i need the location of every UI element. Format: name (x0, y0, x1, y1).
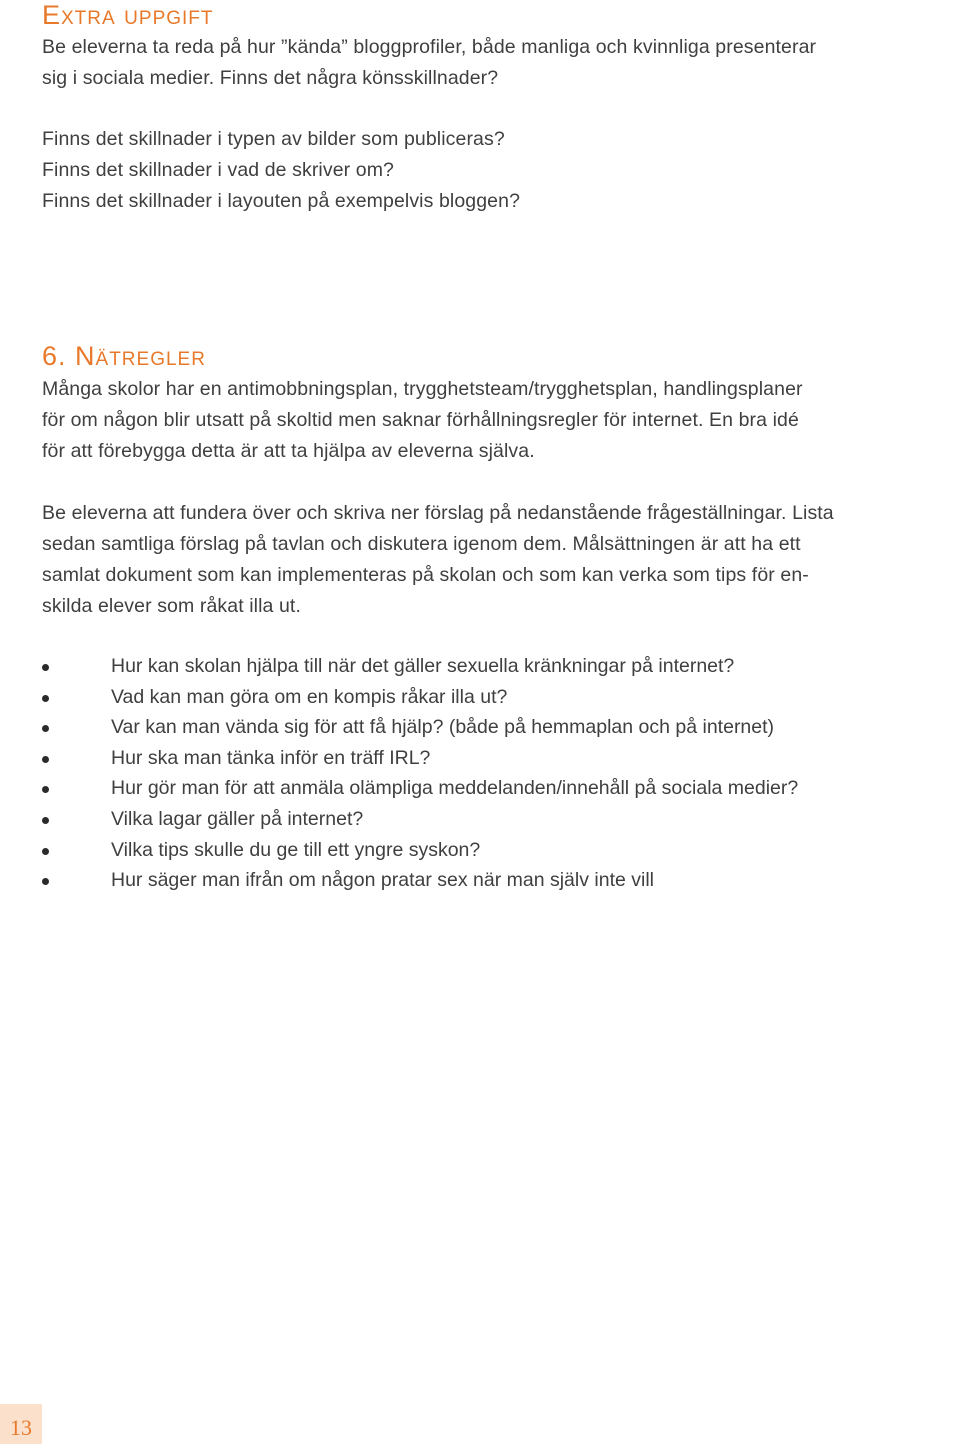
bullet-text: Vilka lagar gäller på internet? (111, 807, 364, 830)
bullet-dot-icon (42, 878, 49, 885)
bullet-dot-icon (42, 817, 49, 824)
bullet-item (42, 743, 798, 774)
paragraph-line: Be eleverna att fundera över och skriva ner förslag på nedanstående frågeställningar. Lista (42, 502, 834, 524)
paragraph-line: samlat dokument som kan implementeras på skolan och som kan verka som tips för en- (42, 564, 809, 586)
extra-intro-line: Be eleverna ta reda på hur ”kända” bloggprofiler, både manliga och kvinnliga presenterar (42, 36, 817, 58)
bullet-dot-icon (42, 848, 49, 855)
bullet-text: Hur kan skolan hjälpa till när det gäller sexuella kränkningar på internet? (111, 655, 735, 677)
extra-question-line: Finns det skillnader i layouten på exempelvis bloggen? (42, 190, 521, 212)
bullet-text: Vad kan man göra om en kompis råkar illa ut? (111, 685, 508, 708)
natregler-heading: 6. Nätregler (42, 341, 206, 371)
page-number: 13 (0, 1404, 42, 1444)
extra-questions-paragraph (42, 124, 960, 217)
natregler-paragraph-2 (42, 498, 960, 622)
bullet-item (42, 865, 798, 896)
bullet-dot-icon (42, 786, 49, 793)
bullet-item (42, 804, 798, 835)
bullet-item (42, 712, 798, 743)
bullet-item (42, 682, 798, 713)
bullet-text: Hur gör man för att anmäla olämpliga meddelanden/innehåll på sociala medier? (111, 777, 799, 800)
natregler-paragraph-1 (42, 374, 960, 467)
bullet-text: Hur ska man tänka inför en träff IRL? (111, 746, 431, 769)
extra-heading: Extra uppgift (42, 0, 214, 30)
bullet-text: Vilka tips skulle du ge till ett yngre syskon? (111, 838, 481, 861)
extra-question-line: Finns det skillnader i typen av bilder som publiceras? (42, 128, 505, 150)
paragraph-line: skilda elever som råkat illa ut. (42, 595, 301, 617)
question-bullet-list (42, 651, 798, 896)
bullet-text: Hur säger man ifrån om någon pratar sex när man själv inte vill (111, 869, 654, 892)
bullet-dot-icon (42, 695, 49, 702)
paragraph-line: Många skolor har en antimobbningsplan, trygghetsteam/trygghetsplan, handlingsplaner (42, 378, 803, 400)
bullet-dot-icon (42, 664, 49, 671)
paragraph-line: sedan samtliga förslag på tavlan och diskutera igenom dem. Målsättningen är att ha ett (42, 533, 801, 555)
extra-intro-paragraph (42, 32, 960, 94)
bullet-dot-icon (42, 725, 49, 732)
bullet-dot-icon (42, 756, 49, 763)
bullet-item (42, 773, 798, 804)
extra-question-line: Finns det skillnader i vad de skriver om? (42, 159, 394, 181)
extra-intro-line: sig i sociala medier. Finns det några könsskillnader? (42, 67, 499, 89)
bullet-text: Var kan man vända sig för att få hjälp? (både på hemmaplan och på internet) (111, 716, 775, 739)
paragraph-line: för om någon blir utsatt på skoltid men saknar förhållningsregler för internet. En bra idé (42, 409, 799, 431)
paragraph-line: för att förebygga detta är att ta hjälpa av eleverna själva. (42, 440, 535, 462)
bullet-item (42, 651, 798, 682)
bullet-item (42, 835, 798, 866)
